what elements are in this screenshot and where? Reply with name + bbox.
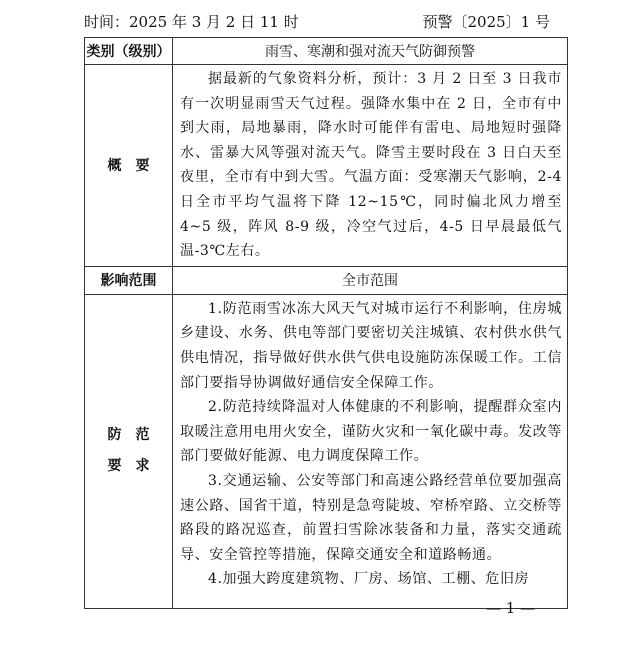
requirements-row xyxy=(85,294,568,608)
scope-row xyxy=(85,266,568,294)
requirements-cell xyxy=(173,294,568,608)
category-value: 雨雪、寒潮和强对流天气防御预警 xyxy=(173,38,568,65)
summary-cell xyxy=(173,65,568,267)
requirement-item: 4.加强大跨度建筑物、厂房、场馆、工棚、危旧房 xyxy=(208,571,530,588)
document-number: 预警〔2025〕1 号 xyxy=(422,13,550,31)
requirement-item: 1.防范雨雪冰冻大风天气对城市运行不利影响，住房城乡建设、水务、供电等部门要密切关注城镇、农村供水供气供电情况，指导做好供水供气供电设施防冻保暖工作。工信部门要指导协调做好通信安全保障工作。 xyxy=(180,300,562,391)
requirements-label-cell xyxy=(85,294,173,608)
page-number: — 1 — xyxy=(486,599,536,617)
issue-time: 时间：2025 年 3 月 2 日 11 时 xyxy=(84,13,299,31)
warning-table xyxy=(84,37,568,609)
category-label: 类别（级别） xyxy=(85,38,173,65)
summary-text: 据最新的气象资料分析，预计：3 月 2 日至 3 日我市有一次明显雨雪天气过程。强降水集中在 2 日，全市有中到大雨，局地暴雨，降水时可能伴有雷电、局地短时强降水、雷暴大风等强对流天气。降雪主要时段在 3 日白天至夜里，全市有中到大雪。气温方面：受寒潮天气影响，2-4 日全市平均气温将下降 12~15℃，同时偏北风力增至 4~5 级，阵风 8-9 级，冷空气过后，4-5 日早晨最低气温-3℃左右。 xyxy=(180,71,562,260)
summary-label: 概 要 xyxy=(85,65,173,267)
requirements-label: 防范要求 xyxy=(107,427,164,475)
requirement-item: 3.交通运输、公安等部门和高速公路经营单位要加强高速公路、国省干道，特别是急弯陡坡、窄桥窄路、立交桥等路段的路况巡查，前置扫雪除冰装备和力量，落实交通疏导、安全管控等措施，保障交通安全和道路畅通。 xyxy=(180,472,562,563)
scope-label: 影响范围 xyxy=(85,266,173,294)
summary-row xyxy=(85,65,568,267)
requirement-item: 2.防范持续降温对人体健康的不利影响，提醒群众室内取暖注意用电用火安全，谨防火灾和一氧化碳中毒。发改等部门要做好能源、电力调度保障工作。 xyxy=(180,399,562,465)
category-row xyxy=(85,38,568,65)
scope-value: 全市范围 xyxy=(173,266,568,294)
document-header xyxy=(84,10,550,34)
